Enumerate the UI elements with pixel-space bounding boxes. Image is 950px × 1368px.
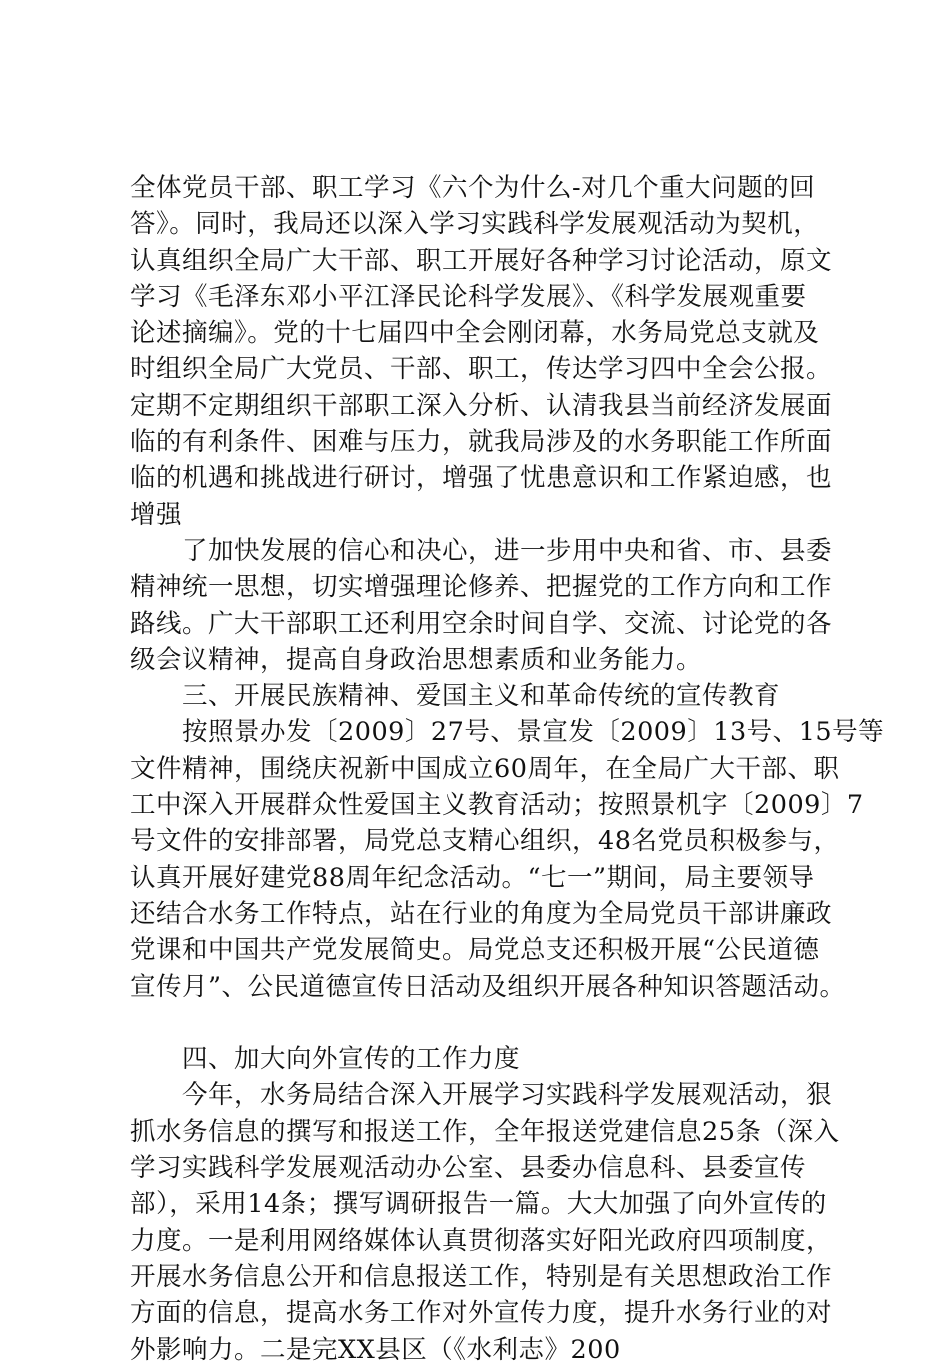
text-line: 号文件的安排部署，局党总支精心组织，48名党员积极参与，	[130, 826, 840, 857]
text-line: 论述摘编》。党的十七届四中全会刚闭幕，水务局党总支就及	[130, 318, 820, 349]
text-line: 还结合水务工作特点，站在行业的角度为全局党员干部讲廉政	[130, 898, 833, 929]
text-line: 路线。广大干部职工还利用空余时间自学、交流、讨论党的各	[130, 608, 833, 639]
text-line: 定期不定期组织干部职工深入分析、认清我县当前经济发展面	[130, 390, 833, 421]
text-line: 开展水务信息公开和信息报送工作，特别是有关思想政治工作	[130, 1261, 833, 1292]
text-line: 力度。一是利用网络媒体认真贯彻落实好阳光政府四项制度，	[130, 1225, 833, 1256]
paragraph-first-line: 今年，水务局结合深入开展学习实践科学发展观活动，狠	[182, 1080, 833, 1111]
text-line: 外影响力。二是完XX县区（《水利志》200	[130, 1334, 621, 1365]
text-line: 工中深入开展群众性爱国主义教育活动；按照景机字〔2009〕7	[130, 790, 864, 821]
section-heading-3: 三、开展民族精神、爱国主义和革命传统的宣传教育	[182, 681, 781, 712]
text-line: 部），采用14条；撰写调研报告一篇。大大加强了向外宣传的	[130, 1189, 827, 1220]
text-line: 级会议精神，提高自身政治思想素质和业务能力。	[130, 644, 703, 675]
document-body	[130, 170, 885, 1368]
paragraph-first-line: 了加快发展的信心和决心，进一步用中央和省、市、县委	[182, 535, 833, 566]
text-line: 方面的信息，提高水务工作对外宣传力度，提升水务行业的对	[130, 1298, 833, 1329]
text-line: 增强	[130, 499, 183, 530]
paragraph-first-line: 按照景办发〔2009〕27号、景宣发〔2009〕13号、15号等	[182, 717, 885, 748]
text-line: 抓水务信息的撰写和报送工作，全年报送党建信息25条（深入	[130, 1116, 840, 1147]
text-line: 学习《毛泽东邓小平江泽民论科学发展》、《科学发展观重要	[130, 281, 807, 312]
text-line: 党课和中国共产党发展简史。局党总支还积极开展“公民道德	[130, 935, 820, 966]
text-line: 答》。同时，我局还以深入学习实践科学发展观活动为契机，	[130, 209, 820, 240]
text-line: 全体党员干部、职工学习《六个为什么-对几个重大问题的回	[130, 173, 816, 203]
text-line: 文件精神，围绕庆祝新中国成立60周年，在全局广大干部、职	[130, 753, 840, 784]
text-line: 学习实践科学发展观活动办公室、县委办信息科、县委宣传	[130, 1153, 807, 1184]
text-line: 认真组织全局广大干部、职工开展好各种学习讨论活动，原文	[130, 245, 833, 276]
text-line: 临的机遇和挑战进行研讨，增强了忧患意识和工作紧迫感，也	[130, 463, 833, 494]
paragraph-gap	[130, 1005, 830, 1041]
text-line: 认真开展好建党88周年纪念活动。“七一”期间，局主要领导	[130, 862, 815, 893]
text-line: 临的有利条件、困难与压力，就我局涉及的水务职能工作所面	[130, 427, 833, 458]
section-heading-4: 四、加大向外宣传的工作力度	[182, 1044, 521, 1075]
text-line: 宣传月”、公民道德宣传日活动及组织开展各种知识答题活动。	[130, 971, 846, 1002]
text-line: 精神统一思想，切实增强理论修养、把握党的工作方向和工作	[130, 572, 833, 603]
text-line: 时组织全局广大党员、干部、职工，传达学习四中全会公报。	[130, 354, 833, 385]
